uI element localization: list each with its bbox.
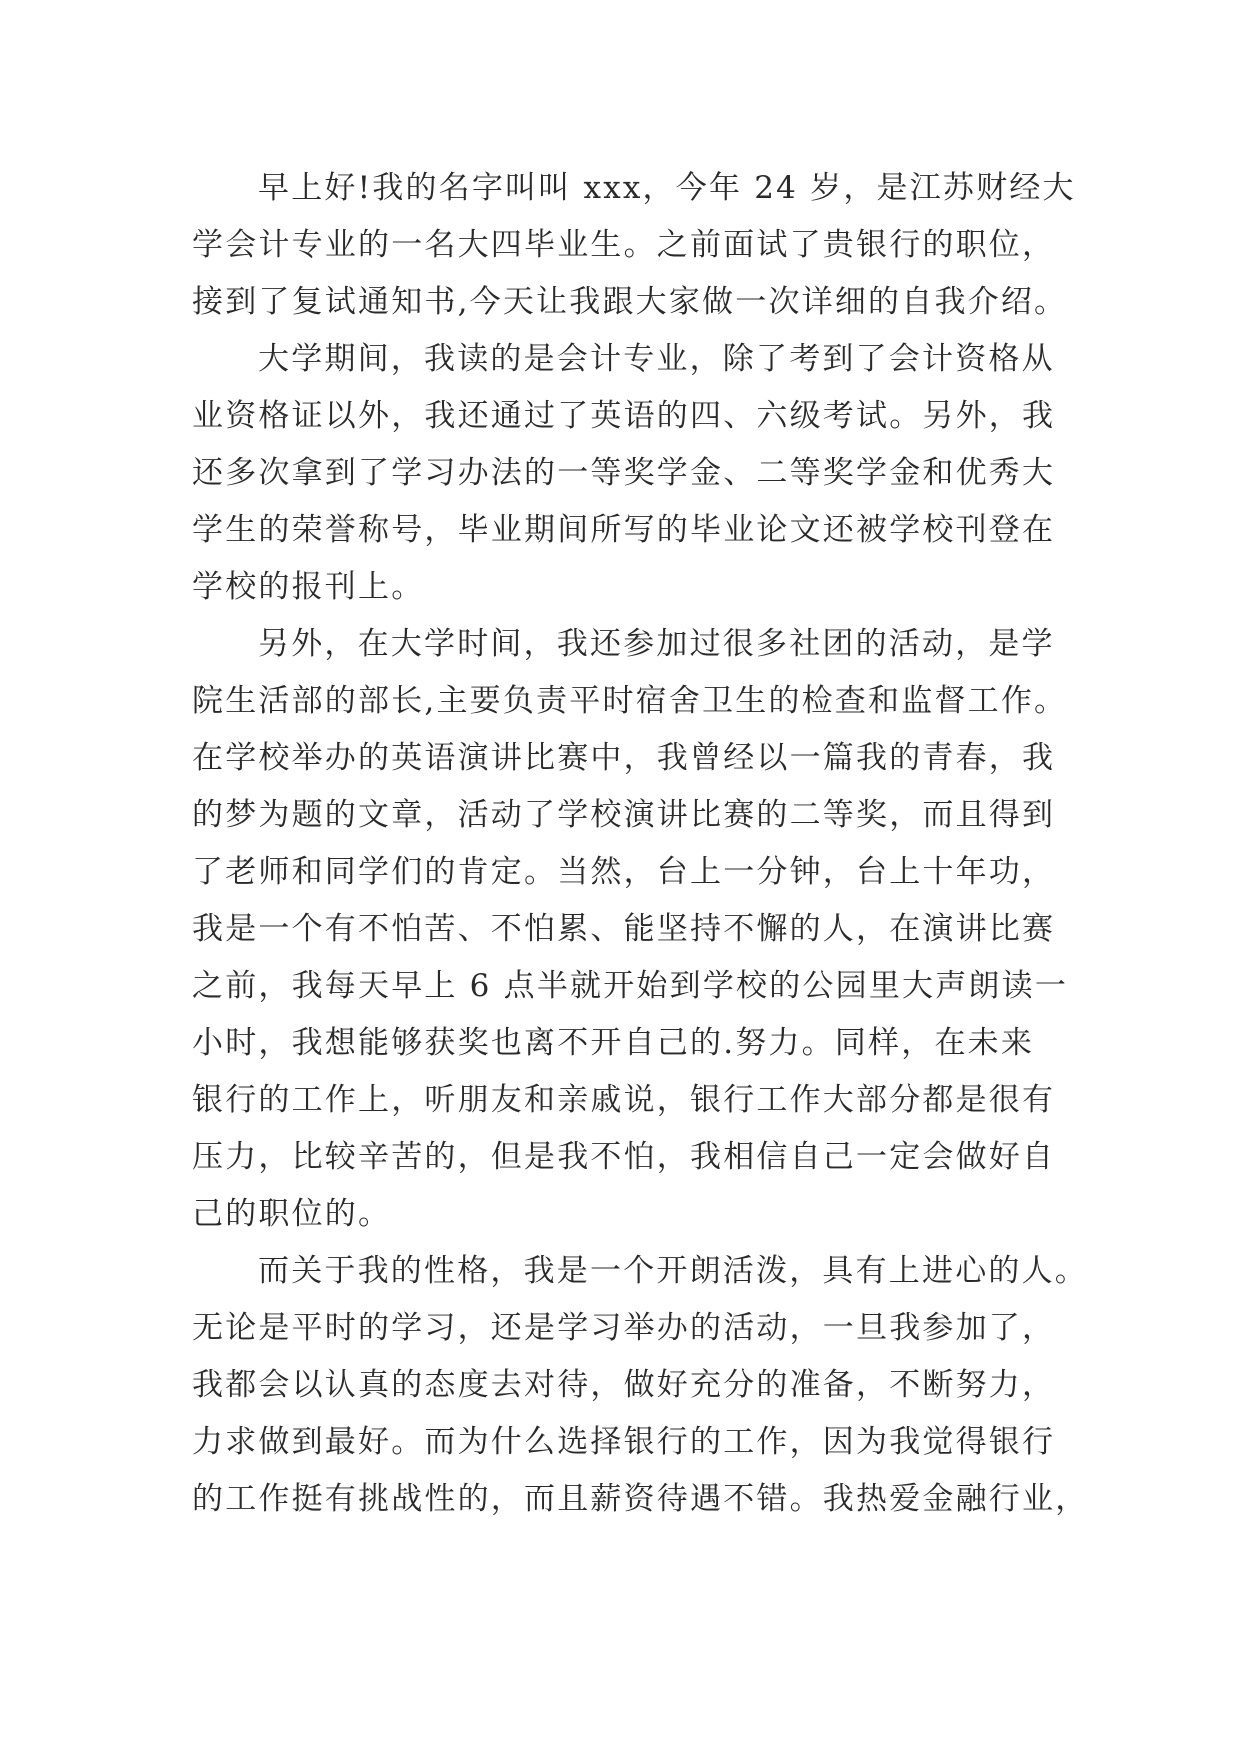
paragraph-line: 力求做到最好。而为什么选择银行的工作，因为我觉得银行 xyxy=(192,1424,1056,1460)
document-body xyxy=(192,160,1092,1528)
paragraph-1 xyxy=(192,160,1092,331)
paragraph-line: 的梦为题的文章，活动了学校演讲比赛的二等奖，而且得到 xyxy=(192,797,1056,833)
paragraph-line: 无论是平时的学习，还是学习举办的活动，一旦我参加了， xyxy=(192,1310,1056,1346)
paragraph-line: 早上好!我的名字叫叫 xxx，今年 24 岁，是江苏财经大 xyxy=(258,170,1076,206)
paragraph-line: 了老师和同学们的肯定。当然，台上一分钟，台上十年功， xyxy=(192,854,1056,890)
paragraph-line: 学会计专业的一名大四毕业生。之前面试了贵银行的职位， xyxy=(192,227,1056,263)
paragraph-3 xyxy=(192,616,1092,1243)
paragraph-4 xyxy=(192,1243,1092,1528)
paragraph-line: 己的职位的。 xyxy=(192,1196,392,1232)
paragraph-line: 大学期间，我读的是会计专业，除了考到了会计资格从 xyxy=(258,341,1055,377)
paragraph-line: 小时，我想能够获奖也离不开自己的.努力。同样，在未来 xyxy=(192,1025,1035,1061)
paragraph-line: 银行的工作上，听朋友和亲戚说，银行工作大部分都是很有 xyxy=(192,1082,1056,1118)
paragraph-line: 而关于我的性格，我是一个开朗活泼，具有上进心的人。 xyxy=(258,1253,1088,1289)
paragraph-line: 在学校举办的英语演讲比赛中，我曾经以一篇我的青春，我 xyxy=(192,740,1056,776)
paragraph-2 xyxy=(192,331,1092,616)
paragraph-line: 压力，比较辛苦的，但是我不怕，我相信自己一定会做好自 xyxy=(192,1139,1056,1175)
paragraph-line: 我都会以认真的态度去对待，做好充分的准备，不断努力， xyxy=(192,1367,1056,1403)
paragraph-line: 院生活部的部长,主要负责平时宿舍卫生的检查和监督工作。 xyxy=(192,683,1068,719)
paragraph-line: 业资格证以外，我还通过了英语的四、六级考试。另外，我 xyxy=(192,398,1056,434)
paragraph-line: 还多次拿到了学习办法的一等奖学金、二等奖学金和优秀大 xyxy=(192,455,1056,491)
paragraph-line: 接到了复试通知书,今天让我跟大家做一次详细的自我介绍。 xyxy=(192,284,1068,320)
paragraph-line: 的工作挺有挑战性的，而且薪资待遇不错。我热爱金融行业， xyxy=(192,1481,1089,1517)
paragraph-line: 另外，在大学时间，我还参加过很多社团的活动，是学 xyxy=(258,626,1055,662)
paragraph-line: 学生的荣誉称号，毕业期间所写的毕业论文还被学校刊登在 xyxy=(192,512,1056,548)
paragraph-line: 我是一个有不怕苦、不怕累、能坚持不懈的人，在演讲比赛 xyxy=(192,911,1056,947)
paragraph-line: 之前，我每天早上 6 点半就开始到学校的公园里大声朗读一 xyxy=(192,968,1069,1004)
paragraph-line: 学校的报刊上。 xyxy=(192,569,425,605)
